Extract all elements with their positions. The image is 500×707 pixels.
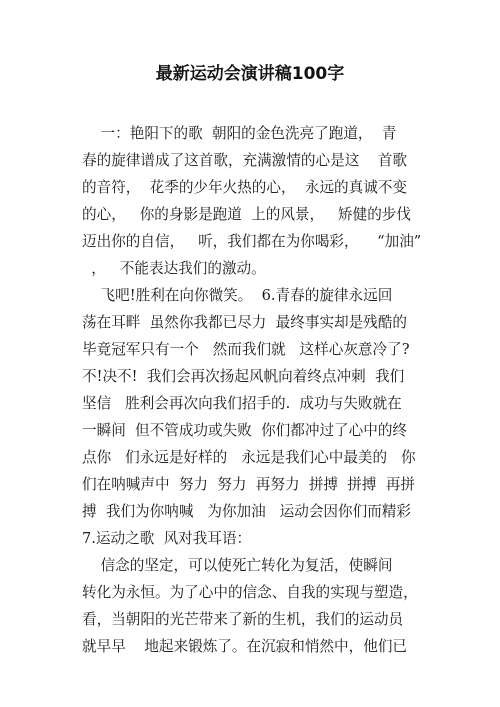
text-line: 的心， 你的身影是跑道 上的风景， 矫健的步伐 bbox=[82, 206, 411, 223]
document-title: 最新运动会演讲稿100字 bbox=[155, 64, 345, 84]
text-line: 搏 我们为你呐喊 为你加油 运动会因你们而精彩 bbox=[82, 503, 411, 520]
text-line: 毕竟冠军只有一个 然而我们就 这样心灰意冷了? bbox=[82, 341, 410, 358]
text-line: 迈出你的自信， 听，我们都在为你喝彩， “加油” bbox=[82, 233, 422, 250]
text-line: 坚信 胜利会再次向我们招手的. 成功与失败就在 bbox=[82, 395, 402, 412]
text-line: 看，当朝阳的光芒带来了新的生机，我们的运动员 bbox=[82, 611, 404, 628]
document-body bbox=[82, 120, 422, 660]
text-line: 就早早 地起来锻炼了。在沉寂和悄然中，他们已 bbox=[82, 638, 408, 655]
text-line: 的音符， 花季的少年火热的心， 永远的真诚不变 bbox=[82, 179, 408, 196]
text-line: 转化为永恒。为了心中的信念、自我的实现与塑造， bbox=[82, 584, 418, 601]
text-line: 一瞬间 但不管成功或失败 你们都冲过了心中的终 bbox=[82, 422, 408, 439]
text-line: 一：艳阳下的歌 朝阳的金色洗亮了跑道， 青 bbox=[82, 125, 397, 142]
text-line: 春的旋律谱成了这首歌，充满激情的心是这 首歌 bbox=[82, 152, 408, 169]
text-line: 信念的坚定，可以使死亡转化为复活，使瞬间 bbox=[82, 557, 393, 574]
text-line: 点你 们永远是好样的 永远是我们心中最美的 你 bbox=[82, 449, 416, 466]
text-line: 飞吧!胜利在向你微笑。 6.青春的旋律永远回 bbox=[82, 287, 393, 304]
text-line: ， 不能表达我们的激动。 bbox=[82, 260, 266, 277]
text-line: 们在呐喊声中 努力 努力 再努力 拼搏 拼搏 再拼 bbox=[82, 476, 415, 493]
text-line: 不!决不! 我们会再次扬起风帆向着终点冲刺 我们 bbox=[82, 368, 405, 385]
text-line: 7.运动之歌 风对我耳语： bbox=[82, 530, 252, 547]
text-line: 荡在耳畔 虽然你我都已尽力 最终事实却是残酷的 bbox=[82, 314, 408, 331]
